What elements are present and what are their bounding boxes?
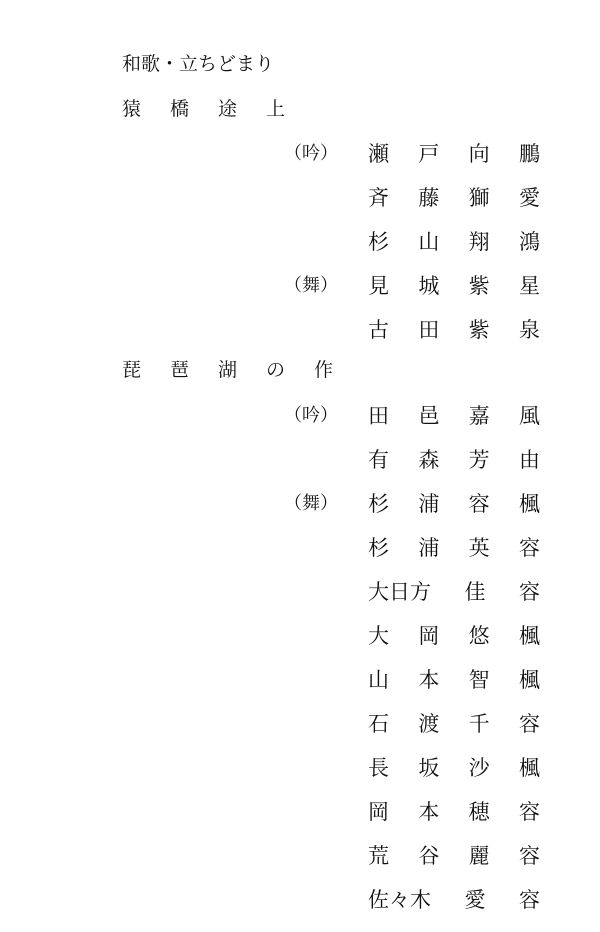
- name-segment: 岡: [368, 800, 389, 824]
- name-segment: 容: [518, 712, 540, 736]
- performer-role: （吟）: [284, 143, 338, 164]
- performer-role: （舞）: [284, 275, 338, 296]
- performer-name: [368, 272, 540, 300]
- name-segment: 紫: [468, 274, 490, 298]
- name-segment: 佐々木: [368, 888, 431, 912]
- name-segment: 荒: [368, 844, 389, 868]
- section-title-char: 作: [314, 359, 334, 381]
- performer-role: （舞）: [284, 493, 338, 514]
- section-title: [122, 97, 314, 121]
- name-segment: 愛: [464, 888, 486, 912]
- performer-name: [368, 228, 540, 256]
- name-segment: 沙: [468, 756, 490, 780]
- name-segment: 穂: [468, 800, 490, 824]
- name-segment: 瀬: [368, 142, 389, 166]
- performer-name: [368, 316, 540, 344]
- name-segment: 大日方: [368, 580, 431, 604]
- performer-name: [368, 184, 540, 212]
- name-segment: 鵬: [518, 142, 540, 166]
- performer-name: [368, 446, 540, 474]
- name-segment: 容: [468, 492, 490, 516]
- name-segment: 泉: [518, 318, 540, 342]
- name-segment: 有: [368, 448, 389, 472]
- performer-name: [368, 666, 540, 694]
- name-segment: 容: [518, 800, 540, 824]
- performer-name: [368, 140, 540, 168]
- name-segment: 容: [518, 844, 540, 868]
- name-segment: 容: [519, 580, 540, 604]
- name-segment: 麗: [468, 844, 490, 868]
- performer-name: [368, 578, 540, 606]
- name-segment: 石: [368, 712, 389, 736]
- section-title-char: 琶: [170, 359, 190, 381]
- performer-name: [368, 798, 540, 826]
- name-segment: 佳: [464, 580, 486, 604]
- name-segment: 風: [518, 404, 540, 428]
- name-segment: 容: [518, 536, 540, 560]
- performer-name: [368, 754, 540, 782]
- name-segment: 邑: [418, 404, 440, 428]
- name-segment: 容: [519, 888, 540, 912]
- name-segment: 城: [418, 274, 440, 298]
- section-title-char: の: [266, 359, 286, 381]
- performer-name: [368, 842, 540, 870]
- performer-name: [368, 886, 540, 914]
- name-segment: 獅: [468, 186, 490, 210]
- name-segment: 杉: [368, 492, 389, 516]
- performer-name: [368, 534, 540, 562]
- name-segment: 浦: [418, 536, 440, 560]
- name-segment: 英: [468, 536, 490, 560]
- name-segment: 森: [418, 448, 440, 472]
- section-title: [122, 358, 362, 382]
- name-segment: 智: [468, 668, 490, 692]
- name-segment: 楓: [518, 492, 540, 516]
- section-title-char: 琵: [122, 359, 142, 381]
- name-segment: 古: [368, 318, 389, 342]
- name-segment: 紫: [468, 318, 490, 342]
- name-segment: 杉: [368, 230, 389, 254]
- name-segment: 本: [418, 668, 440, 692]
- name-segment: 向: [468, 142, 490, 166]
- name-segment: 谷: [418, 844, 440, 868]
- name-segment: 田: [368, 404, 389, 428]
- performer-name: [368, 490, 540, 518]
- name-segment: 楓: [518, 756, 540, 780]
- name-segment: 杉: [368, 536, 389, 560]
- name-segment: 翔: [468, 230, 490, 254]
- performer-name: [368, 622, 540, 650]
- name-segment: 楓: [518, 624, 540, 648]
- name-segment: 山: [418, 230, 440, 254]
- name-segment: 芳: [468, 448, 490, 472]
- name-segment: 見: [368, 274, 389, 298]
- name-segment: 楓: [518, 668, 540, 692]
- section-title: 和歌・立ちどまり: [122, 53, 275, 75]
- name-segment: 嘉: [468, 404, 490, 428]
- name-segment: 岡: [418, 624, 440, 648]
- name-segment: 鴻: [518, 230, 540, 254]
- performer-role: （吟）: [284, 405, 338, 426]
- name-segment: 藤: [418, 186, 440, 210]
- section-title-char: 橋: [170, 98, 190, 120]
- name-segment: 浦: [418, 492, 440, 516]
- name-segment: 悠: [468, 624, 490, 648]
- name-segment: 渡: [418, 712, 440, 736]
- name-segment: 斉: [368, 186, 389, 210]
- name-segment: 本: [418, 800, 440, 824]
- name-segment: 山: [368, 668, 389, 692]
- name-segment: 星: [518, 274, 540, 298]
- name-segment: 戸: [418, 142, 440, 166]
- name-segment: 長: [368, 756, 389, 780]
- performer-name: [368, 402, 540, 430]
- section-title-char: 湖: [218, 359, 238, 381]
- name-segment: 大: [368, 624, 389, 648]
- performer-name: [368, 710, 540, 738]
- name-segment: 坂: [418, 756, 440, 780]
- name-segment: 由: [518, 448, 540, 472]
- section-title-char: 上: [266, 98, 286, 120]
- name-segment: 田: [418, 318, 440, 342]
- section-title-char: 猿: [122, 98, 142, 120]
- name-segment: 愛: [518, 186, 540, 210]
- name-segment: 千: [468, 712, 490, 736]
- section-title-char: 途: [218, 98, 238, 120]
